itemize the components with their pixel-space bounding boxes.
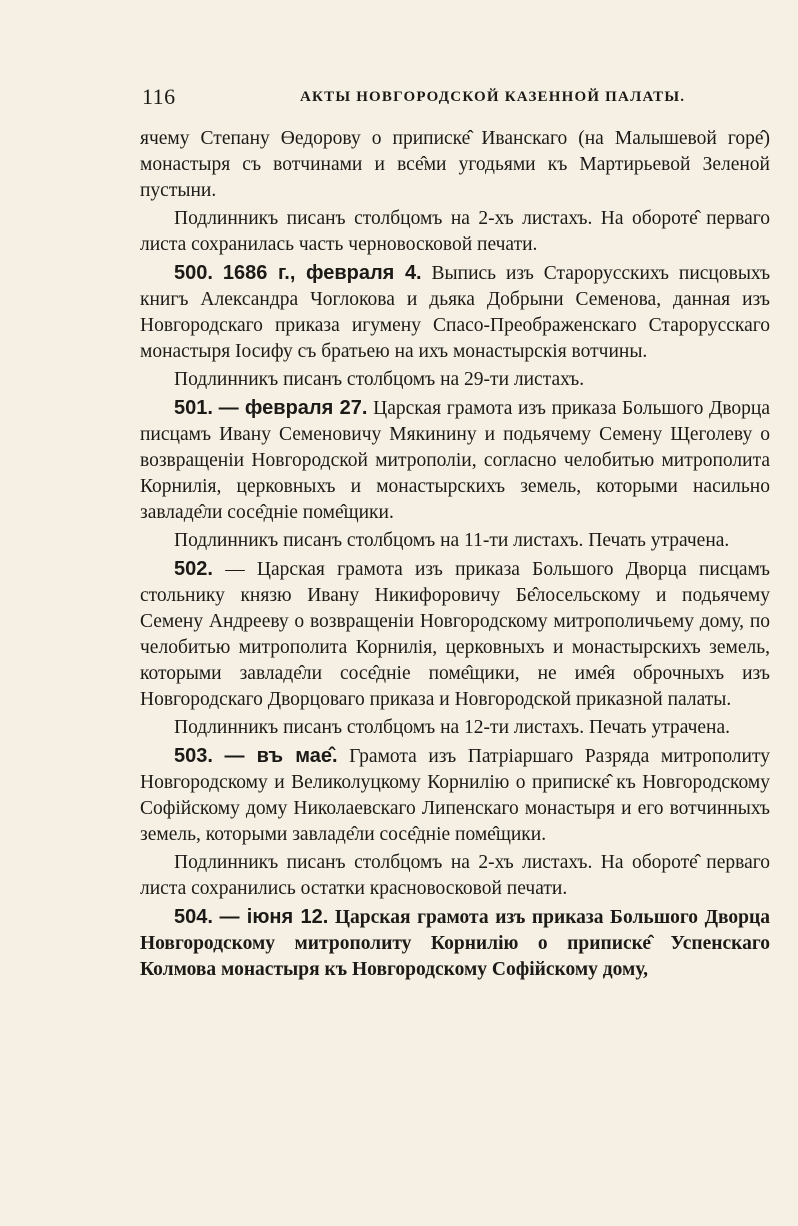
entry-number: 504. <box>174 906 213 928</box>
entry-text: Царская грамота изъ приказа Большого Дворца писцамъ Ивану Семеновичу Мякинину и подьячему Семену Щеголеву о возвращеніи Новгородской митрополіи, согласно челобитью митрополита Корнилія, церковныхъ и монастырскихъ земель, которыми насильно завладе̂ли сосе̂дніе поме̂щики. <box>140 398 770 523</box>
entry-text: Выпись изъ Старорусскихъ писцовыхъ книгъ Александра Чоглокова и дьяка Добрыни Семенова, данная изъ Новгородскаго приказа игумену Спасо-Преображенскаго Старорусскаго монастыря Іосифу съ братьею на ихъ монастырскія вотчины. <box>140 263 771 362</box>
entry-number: 503. <box>174 745 213 767</box>
paragraph-text: ячему Степану Өедорову о приписке̂ Иванскаго (на Малышевой горе̂) монастыря съ вотчинами и все̂ми угодьями къ Мартирьевой Зеленой пустыни. <box>140 128 770 201</box>
paragraph-text: Подлинникъ писанъ столбцомъ на 29-ти листахъ. <box>174 369 585 390</box>
document-entry-500 <box>140 260 770 365</box>
running-title: АКТЫ НОВГОРОДСКОЙ КАЗЕННОЙ ПАЛАТЫ. <box>300 89 686 105</box>
paragraph-text: Подлинникъ писанъ столбцомъ на 11-ти листахъ. Печать утрачена. <box>174 530 730 551</box>
entry-text: Грамота изъ Патріаршаго Разряда митрополиту Новгородскому и Великолуцкому Корнилію о приписке̂ къ Новгородскому Софійскому дому Николаевскаго Липенскаго монастыря и его вотчинныхъ земель, которыми завладе̂ли сосе̂дніе поме̂щики. <box>140 746 770 845</box>
document-entry-501 <box>140 395 770 526</box>
paragraph-text: Подлинникъ писанъ столбцомъ на 2-хъ листахъ. На обороте̂ перваго листа сохранилась часть черновосковой печати. <box>140 208 770 255</box>
entry-text: — Царская грамота изъ приказа Большого Дворца писцамъ стольнику князю Ивану Никифоровичу Бе̂лосельскому и подьячему Семену Андрееву о возвращеніи Новгородскому митрополичьему дому, по челобитью митрополита Корнилія, церковныхъ и монастырскихъ земель, которыми завладе̂ли сосе̂дніе поме̂щики, не име̂я оброчныхъ изъ Новгородскаго Дворцоваго приказа и Новгородской приказной палаты. <box>140 559 771 710</box>
paragraph-note <box>140 715 770 741</box>
entry-number: 501. <box>174 397 213 419</box>
paragraph-note <box>140 850 770 902</box>
entry-number: 502. <box>174 558 213 580</box>
paragraph-note <box>140 367 770 393</box>
page-header <box>142 84 772 114</box>
document-entry-504 <box>140 904 770 983</box>
entry-date: — іюня 12. <box>219 906 329 928</box>
page-number: 116 <box>142 84 176 109</box>
paragraph-text: Подлинникъ писанъ столбцомъ на 12-ти листахъ. Печать утрачена. <box>174 717 731 738</box>
document-entry-502 <box>140 556 770 713</box>
entry-text: Царская грамота изъ приказа Большого Дворца Новгородскому митрополиту Корнилію о приписке̂ Успенскаго Колмова монастыря къ Новгородскому Софійскому дому, <box>140 907 771 980</box>
paragraph-text: Подлинникъ писанъ столбцомъ на 2-хъ листахъ. На обороте̂ перваго листа сохранились остатки красновосковой печати. <box>140 852 770 899</box>
entry-date: 1686 г., февраля 4. <box>222 262 422 284</box>
document-entry-503 <box>140 743 770 848</box>
document-body <box>140 126 770 985</box>
paragraph-note <box>140 206 770 258</box>
paragraph <box>140 126 770 204</box>
paragraph-note <box>140 528 770 554</box>
entry-date: — февраля 27. <box>218 397 368 419</box>
entry-number: 500. <box>174 262 213 284</box>
entry-date: — въ мае̂. <box>224 745 338 767</box>
